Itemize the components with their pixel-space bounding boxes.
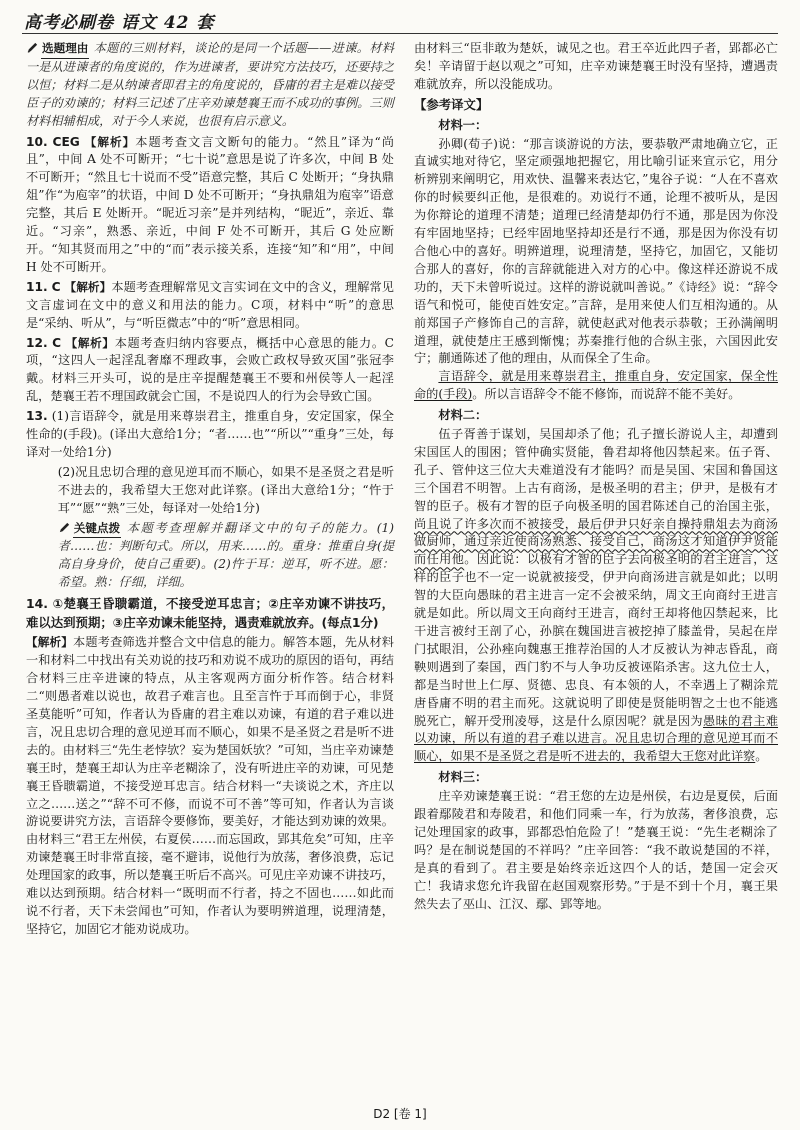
pen-icon — [26, 41, 39, 54]
q13-part2-block — [26, 464, 394, 518]
q11-analysis-text: 本题考查理解常见文言实词在文中的含义，理解常见文言虚词在文中的意义和用法的能力。C项，材料中“听”的意思是“采纳、听从”，与“听臣微志”中的“听”意思相同。 — [26, 279, 394, 330]
q10-block — [26, 134, 394, 277]
material2-text — [414, 426, 778, 766]
material2-underlined-1: 愚昧的君主难以劝谏，所以有道的君子难以进言。 — [414, 713, 779, 746]
material2-title: 材料二： — [438, 408, 488, 423]
material2-underlined-2: 况且忠切合理的意见逆耳而不顺心，如果不是圣贤之君是听不进去的，我希望大王您对此详察 — [414, 731, 779, 764]
q14-continuation: 由材料三“臣非敢为楚妖，诚见之也。君王卒近此四子者，郢都必亡矣！辛请留于赵以观之”可知，庄辛劝谏楚襄王时没有坚持，遭遇责难就放弃，所以没能成功。 — [414, 41, 778, 91]
material2-text-b: 。因此说：以极有才智的臣子去向极圣明的君主进言，这样的臣子也不一定一说就被接受，伊尹向商汤进言就是如此；以明智的大臣向愚昧的君主进言一定不会被采纳，周文王向商纣王进言就是如此。所以周文王向商纣王进言，商纣王却将他囚禁起来，比干进言被纣王剖了心，孙膑在魏国进言被挖掉了膝盖骨，吴起在岸门拭眼泪，公孙痤向魏惠王推荐治国的人才反被认为神志昏乱，商鞅则遇到了秦国，西门豹不与人争功反被诬陷杀害。这九位士人，都是当时世上仁厚、贤德、忠良、有本领的人，不幸遇上了糊涂荒唐昏庸不明的君主而死。这就说明了即使是贤能明智之士也不能逃脱死亡，解开受刑凌辱，这是什么原因呢？就是因为 — [414, 552, 779, 728]
q12-number: 12. — [26, 335, 48, 350]
q12-analysis-text: 本题考查归纳内容要点，概括中心意思的能力。C项，“这四人一起淫乱奢靡不理政事，会败亡政权导致灭国”张冠李戴。材料三开头可，说的是庄辛提醒楚襄王不要和州侯等人一起淫乱，楚襄王若不理国政就会亡国，不是说四人的行为会导致亡国。 — [26, 335, 395, 404]
right-column — [414, 40, 778, 914]
select-reason-label: 选题理由 — [41, 40, 89, 59]
reference-translation-title: 【参考译文】 — [414, 96, 489, 112]
q13-key-label: 关键点拨 — [73, 520, 121, 539]
q13-part1: (1)言语辞令，就是用来尊崇君主，推重自身，安定国家，保全性命的(手段)。(译出大意给1分；“者……也”“所以”“重身”三处，每译对一处给1分) — [26, 409, 394, 459]
q11-analysis-tag: 【解析】 — [64, 279, 112, 294]
material1-title: 材料一： — [438, 117, 488, 132]
material1-text-a: 孙卿(荀子)说：“那言谈游说的方法，要恭敬严肃地确立它，正直诚实地对待它，坚定顽强地把握它，用比喻引证来宣示它，用分析辨别来阐明它，用欢快、温馨来表达它，”鬼谷子说：“人在不喜欢你的时候要纠正他，是很难的。劝说行不通，论理不被听从，是因为你辩论的道理不清楚；道理已经清楚却仍行不通，那是因为你没有牢固地坚持；已经牢固地坚持却还是行不通，那是因为你没有切合他心中的喜好。明辨道理，说理清楚，坚持它，加固它，又能切合那人的喜好，你的言辞就能进入对方的心中。像这样还游说不成功的，天下未曾听说过。这样的游说就叫善说。”《诗经》说：“辞令语气和悦可，能使百姓安定。”言辞，是用来使人们互相沟通的。从前郑国子产修饰自己的言辞，就使赵武对他表示恭敬；王孙满阐明道理，就使楚庄王感到惭愧；苏秦推行他的合纵主张，六国因此安宁；蒯通陈述了他的理由，从而保全了生命。 — [414, 136, 778, 366]
select-reason-block — [26, 40, 394, 131]
material2-text-end: 。 — [755, 749, 768, 764]
page-footer: D2 [卷 1] — [373, 1107, 427, 1121]
select-reason-text: 本题的三则材料，谈论的是同一个话题——进谏。材料一是从进谏者的角度说的，作为进谏者，要讲究方法技巧，还要持之以恒；材料二是从纳谏者即君主的角度说的，昏庸的君主是难以接受臣子的劝谏的；材料三记述了庄辛劝谏楚襄王而不成功的事例。三则材料相辅相成，对于今人来说，也很有启示意义。 — [26, 41, 395, 128]
q13-number: 13. — [26, 409, 48, 424]
material2-text-a: 伍子胥善于谋划，吴国却杀了他；孔子擅长游说人主，却遭到宋国匡人的围困；管仲确实贤能，鲁君却将他囚禁起来。伍子胥、孔子、管仲这三位大夫难道没有才能吗？而是吴国、宋国和鲁国这三个国君不明智。上古有商汤，是极圣明的君主；伊尹，是极有才智的臣子。极有才智的臣子向极圣明的国君陈述自己的治国主张， — [414, 427, 778, 513]
material1-text — [414, 136, 778, 369]
q11-number: 11. — [26, 279, 48, 294]
q14-number: 14. — [26, 596, 48, 612]
q14-answer-block — [26, 595, 394, 632]
material1-text-2 — [414, 368, 778, 404]
q13-key-text: 本题考查理解并翻译文中的句子的能力。(1)者……也：判断句式。所以，用来……的。重身：推重自身(提高自身身价，使自己重要)。(2)忤于耳：逆耳，听不进。愿：希望。熟：仔细，详细。 — [57, 520, 394, 590]
material2-wavy: 尚且说了许多次而不被接受，最后伊尹只好亲自操持鼎俎去为商汤做厨师，通过亲近使商汤熟悉、接受自己，商汤这才知道伊尹贤能而任用他 — [414, 516, 778, 567]
q10-number: 10. — [26, 134, 48, 149]
header-rule — [22, 33, 778, 34]
q13-key-block — [26, 520, 394, 593]
q12-answer: C — [52, 335, 62, 350]
q14-analysis-block — [26, 634, 394, 938]
q10-answer: CEG — [52, 134, 80, 149]
q12-block — [26, 335, 394, 407]
material3-text: 庄辛劝谏楚襄王说：“君王您的左边是州侯，右边是夏侯，后面跟着鄢陵君和寿陵君，和他们同乘一车，行为放荡，奢侈浪费，忘记处理国家的政事，郢都恐怕危险了！”楚襄王说：“先生老糊涂了吗？是在制说楚国的不祥吗？”庄辛回答：“我不敢说楚国的不祥，是真的看到了。君主要是始终亲近这四个人的话，楚国一定会灭亡！我请求您允许我留在赵国观察形势。”于是不到十个月，襄王果然失去了巫山、江汉、鄢、郢等地。 — [414, 789, 778, 911]
q14-analysis-tag: 【解析】 — [26, 635, 74, 650]
material1-underlined: 言语辞令，就是用来尊崇君主，推重自身，安定国家，保全性命的(手段) — [414, 369, 778, 402]
q13-block — [26, 408, 394, 462]
q10-analysis-text: 本题考查文言文断句的能力。“然且”译为“尚且”，中间 A 处不可断开；“七十说”意思是说了许多次，中间 B 处不可断开；“然且七十说而不受”语意完整，其后 C 处断开；“身执鼎俎”作“为庖宰”的状语，中间 D 处不可断开；“身执鼎俎为庖宰”语意完整，其后 E 处断开。“昵近习亲”是并列结构，“昵近”，亲近、靠近。“习亲”，熟悉、亲近，中间 F 处不可断开，其后 G 处应断开。“知其贤而用之”中的“而”表示接关系，连接“知”和“用”，中间 H 处不可断开。 — [26, 134, 394, 274]
left-column — [26, 40, 394, 941]
material3-title: 材料三： — [438, 770, 488, 785]
q12-analysis-tag: 【解析】 — [65, 335, 115, 350]
page-header-title: 高考必刷卷 语文 42 套 — [24, 13, 215, 33]
q14-analysis-text: 本题考查筛选并整合文中信息的能力。解答本题，先从材料一和材料二中找出有关劝说的技巧和劝说不成功的原因的语句，再结合材料三庄辛进谏的特点，从主客观两方面分析作答。结合材料二“则愚者难以说也，故君子难言也。且至言忤于耳而倒于心，非贤圣莫能听”可知，作者认为昏庸的君主难以劝谏，有道的君子难以进言，况且忠切合理的意见逆耳而不顺心，如果不是圣贤之君是听不进去的。由材料三“先生老悖欤？妄为楚国妖欤？”可知，当庄辛劝谏楚襄王时，楚襄王却认为庄辛老糊涂了，没有听进庄辛的劝谏，可见楚襄王昏聩霸道，不接受逆耳忠言。结合材料一“夫谈说之术，齐庄以立之……送之”“辞不可不修，而说不可不善”等可知，作者认为言谈游说要讲究方法，言语辞令要修饰，要美好，才能达到劝谏的效果。由材料三“君王左州侯，右夏侯……而忘国政，郢其危矣”可知，庄辛劝谏楚襄王时非常直接，毫不避讳，说他行为放荡，奢侈浪费，忘记处理国家的政事，所以楚襄王听后不高兴。可见庄辛劝谏不讲技巧，难以达到预期。结合材料一“既明而不行者，持之不固也……如此而说不行者，天下未尝闻也”可知，作者认为要明辨道理，说理清楚，坚持它，加固它才能劝说成功。 — [26, 635, 394, 936]
q14-answer-text: ①楚襄王昏聩霸道，不接受逆耳忠言；②庄辛劝谏不讲技巧，难以达到预期；③庄辛劝谏未能坚持，遇责难就放弃。(每点1分) — [26, 596, 394, 630]
material1-text-b: 。所以言语辞令不能不修饰，而说辞不能不美好。 — [472, 387, 741, 402]
q13-part2: (2)况且忠切合理的意见逆耳而不顺心，如果不是圣贤之君是听不进去的，我希望大王您对此详察。(译出大意给1分；“忤于耳”“愿”“熟”三处，每译对一处给1分) — [57, 464, 394, 515]
pen-icon — [58, 521, 71, 534]
q11-block — [26, 279, 394, 333]
q10-analysis-tag: 【解析】 — [84, 134, 136, 149]
q11-answer: C — [51, 279, 61, 294]
